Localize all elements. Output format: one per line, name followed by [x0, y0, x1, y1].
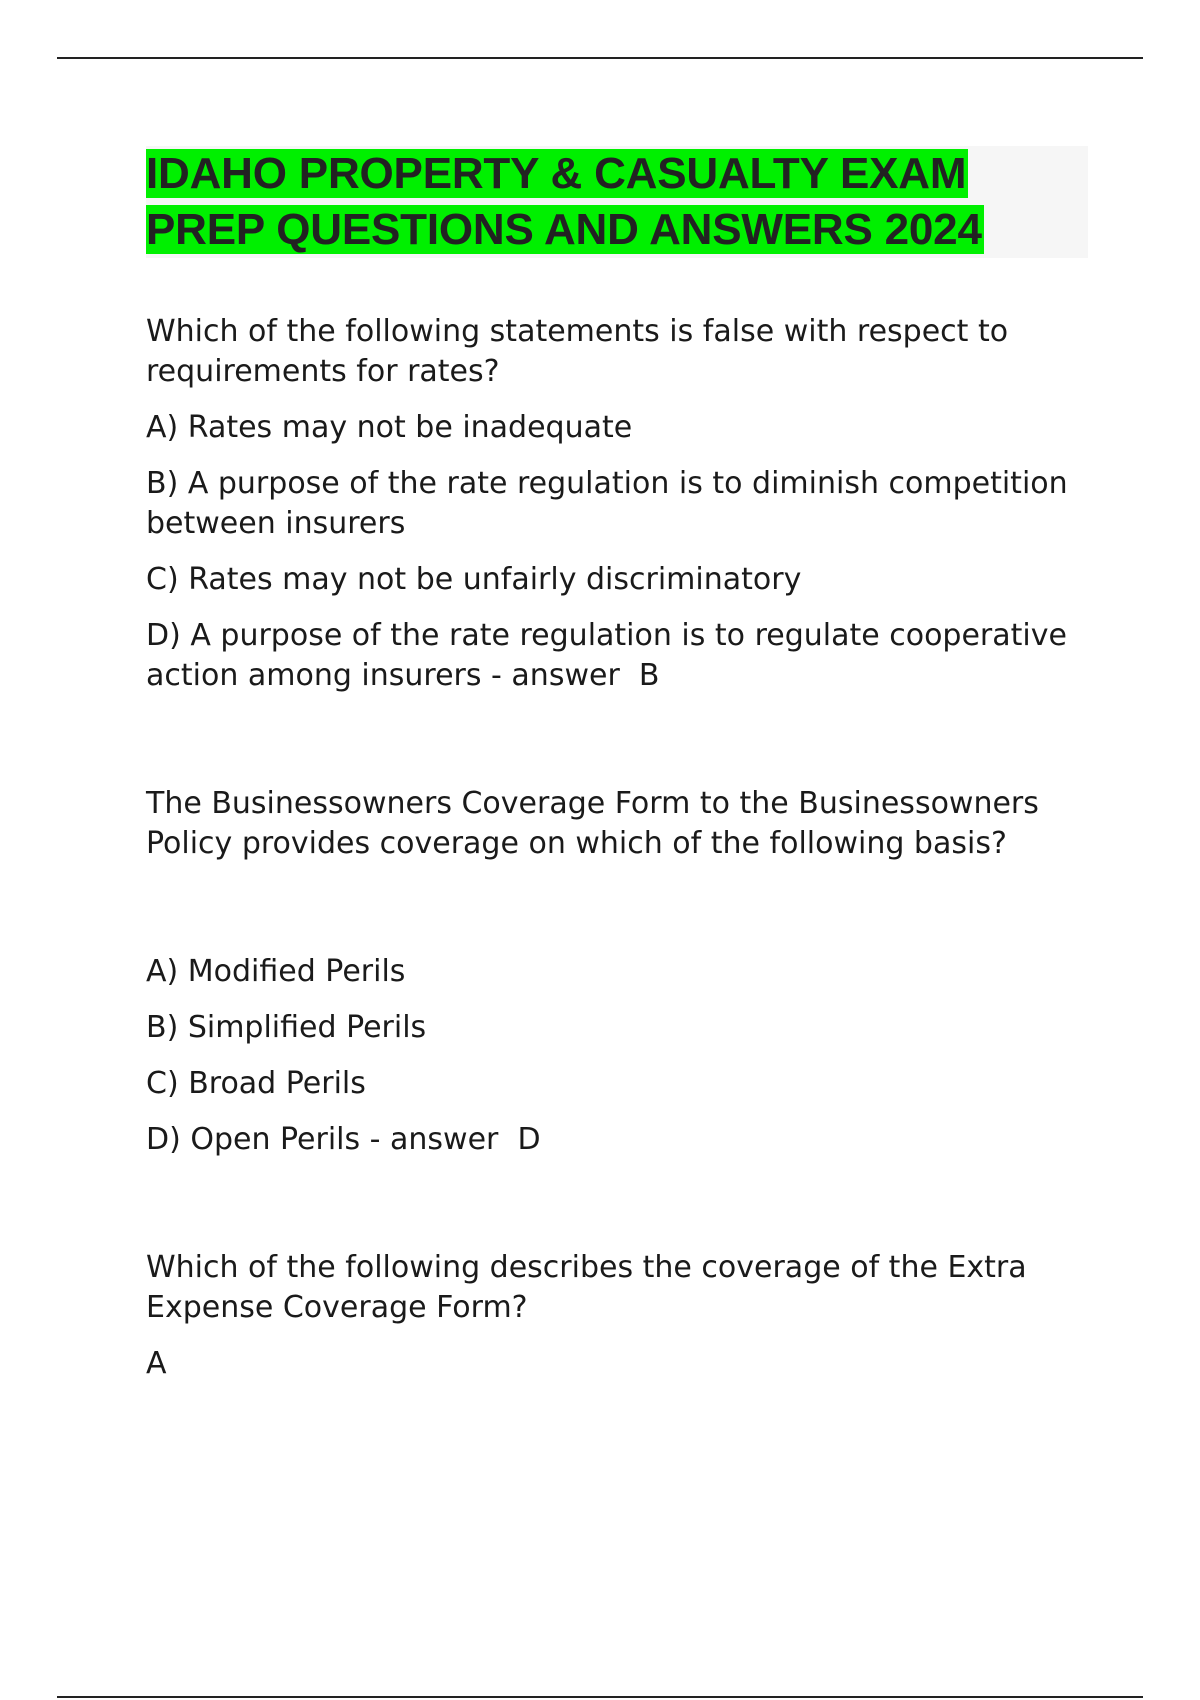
answer-option-a: A) Rates may not be inadequate — [146, 410, 633, 445]
question-block-3 — [146, 1248, 1086, 1384]
question-prompt: Which of the following describes the coverage of the Extra Expense Coverage Form? — [146, 1250, 1037, 1325]
title-line-1: IDAHO PROPERTY & CASUALTY EXAM — [146, 149, 967, 198]
document-title — [146, 146, 1088, 258]
question-prompt: Which of the following statements is false with respect to requirements for rates? — [146, 314, 1018, 389]
answer-option-b: B) Simplified Perils — [146, 1010, 427, 1045]
title-line-2: PREP QUESTIONS AND ANSWERS 2024 — [146, 205, 982, 254]
question-block-1 — [146, 312, 1086, 696]
answer-option-c: C) Rates may not be unfairly discriminatory — [146, 562, 802, 597]
bottom-rule — [57, 1696, 1143, 1698]
answer-option-b: B) A purpose of the rate regulation is to diminish competition between insurers — [146, 466, 1078, 541]
title-block — [146, 146, 1088, 258]
answer-option-a: A — [146, 1346, 167, 1381]
question-block-2 — [146, 784, 1086, 1160]
answer-option-c: C) Broad Perils — [146, 1066, 366, 1101]
top-rule — [57, 57, 1143, 59]
answer-option-a: A) Modified Perils — [146, 954, 406, 989]
answer-option-d: D) Open Perils - answer D — [146, 1122, 541, 1157]
document-body — [146, 146, 1086, 1400]
answer-option-d: D) A purpose of the rate regulation is to regulate cooperative action among insurers - answer B — [146, 618, 1077, 693]
question-prompt: The Businessowners Coverage Form to the Businessowners Policy provides coverage on which of the following basis? — [146, 786, 1049, 861]
